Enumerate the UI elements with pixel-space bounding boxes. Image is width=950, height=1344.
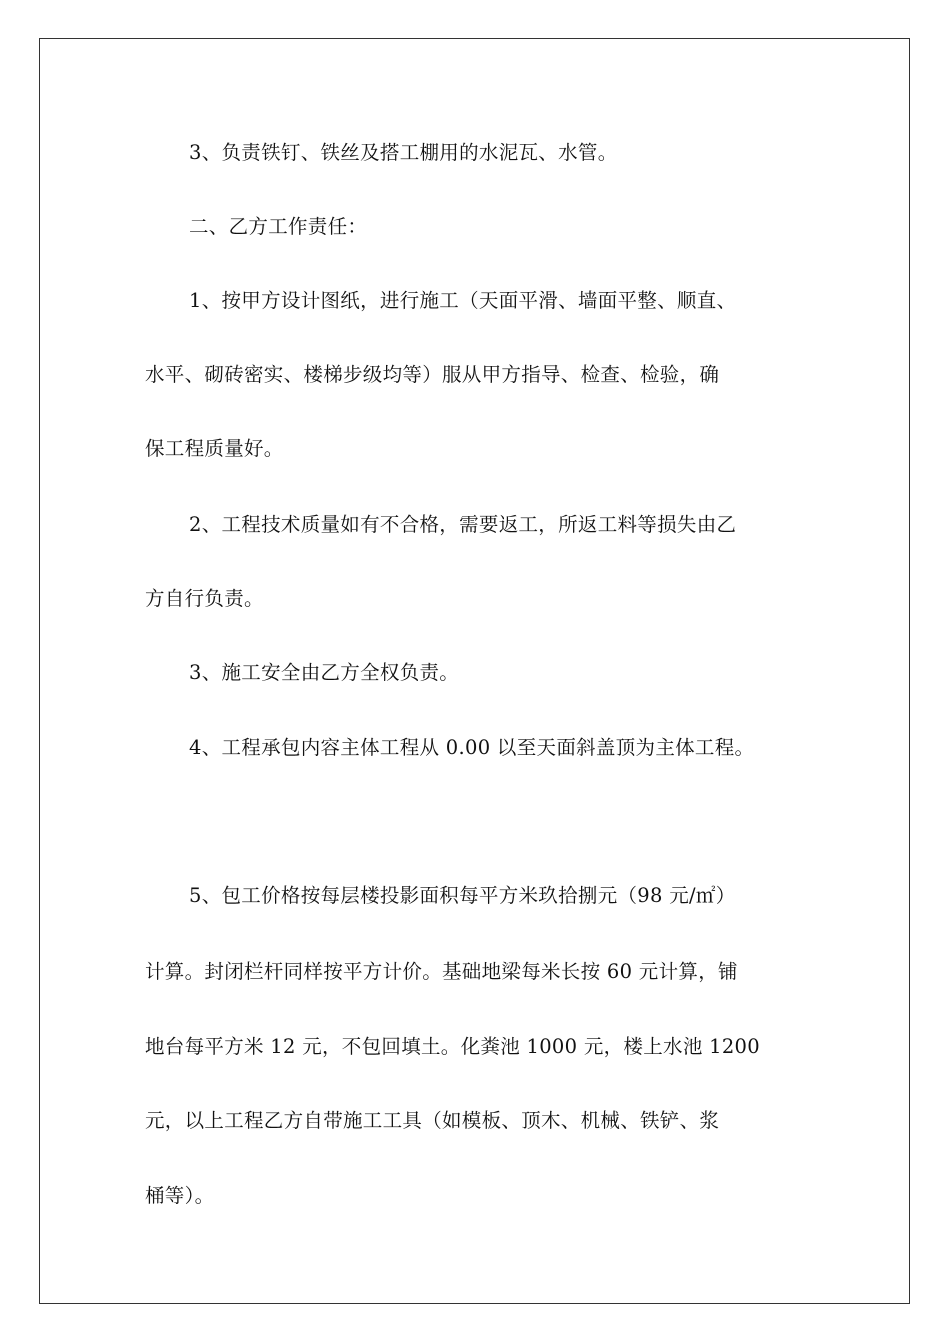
paragraph-line: 1、按甲方设计图纸，进行施工（天面平滑、墙面平整、顺直、 <box>189 289 737 312</box>
paragraph-line: 水平、砌砖密实、楼梯步级均等）服从甲方指导、检查、检验，确 <box>145 363 720 386</box>
paragraph-line: 计算。封闭栏杆同样按平方计价。基础地梁每米长按 60 元计算，铺 <box>145 960 738 983</box>
paragraph-line: 方自行负责。 <box>145 587 264 610</box>
paragraph-line: 3、负责铁钉、铁丝及搭工棚用的水泥瓦、水管。 <box>189 141 618 164</box>
section-heading: 二、乙方工作责任： <box>189 215 368 238</box>
paragraph-line: 地台每平方米 12 元，不包回填土。化粪池 1000 元，楼上水池 1200 <box>145 1035 760 1058</box>
paragraph-line: 保工程质量好。 <box>145 437 284 460</box>
paragraph-line: 元，以上工程乙方自带施工工具（如模板、顶木、机械、铁铲、浆 <box>145 1109 720 1132</box>
paragraph-line: 5、包工价格按每层楼投影面积每平方米玖拾捌元（98 元/㎡） <box>189 884 736 907</box>
paragraph-line: 4、工程承包内容主体工程从 0.00 以至天面斜盖顶为主体工程。 <box>189 736 755 759</box>
paragraph-line: 桶等）。 <box>145 1184 215 1207</box>
paragraph-line: 3、施工安全由乙方全权负责。 <box>189 661 460 684</box>
paragraph-line: 2、工程技术质量如有不合格，需要返工，所返工料等损失由乙 <box>189 513 737 536</box>
